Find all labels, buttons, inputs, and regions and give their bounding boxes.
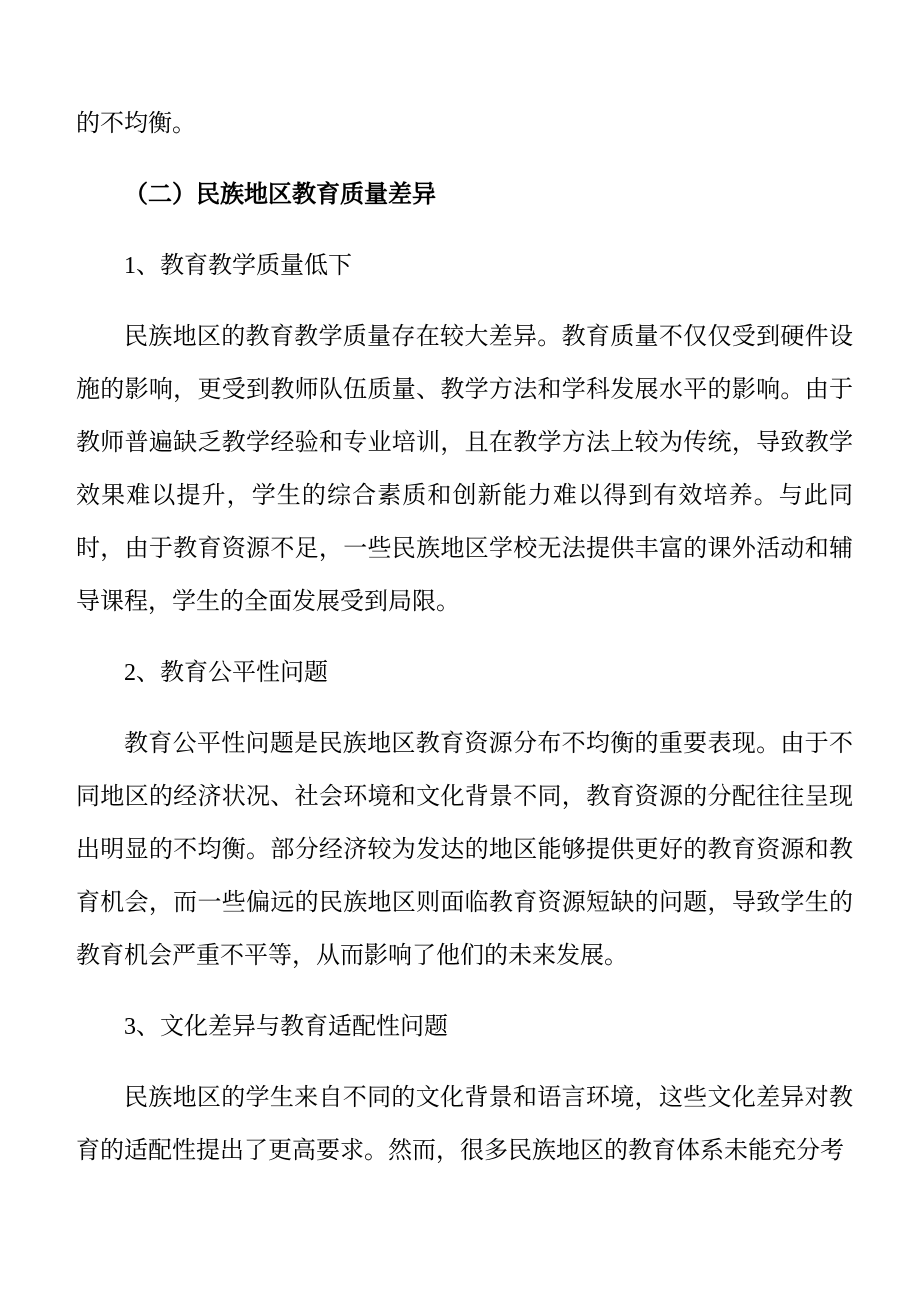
section-heading: （二）民族地区教育质量差异 [124, 182, 436, 208]
body-paragraph-2: 教育公平性问题是民族地区教育资源分布不均衡的重要表现。由于不同地区的经济状况、社会环境和文化背景不同，教育资源的分配往往呈现出明显的不均衡。部分经济较为发达的地区能够提供更好的教育资源和教育机会，而一些偏远的民族地区则面临教育资源短缺的问题，导致学生的教育机会严重不平等，从而影响了他们的未来发展。 [76, 731, 853, 969]
continuation-paragraph: 的不均衡。 [76, 111, 196, 137]
body-paragraph-1: 民族地区的教育教学质量存在较大差异。教育质量不仅仅受到硬件设施的影响，更受到教师队伍质量、教学方法和学科发展水平的影响。由于教师普遍缺乏教学经验和专业培训，且在教学方法上较为传统，导致教学效果难以提升，学生的综合素质和创新能力难以得到有效培养。与此同时，由于教育资源不足，一些民族地区学校无法提供丰富的课外活动和辅导课程，学生的全面发展受到局限。 [76, 324, 853, 615]
document-body [76, 98, 853, 1178]
subsection-heading-1: 1、教育教学质量低下 [124, 253, 352, 279]
body-paragraph-3: 民族地区的学生来自不同的文化背景和语言环境，这些文化差异对教育的适配性提出了更高要求。然而，很多民族地区的教育体系未能充分考 [76, 1085, 853, 1164]
subsection-heading-3: 3、文化差异与教育适配性问题 [124, 1014, 448, 1040]
subsection-heading-2: 2、教育公平性问题 [124, 660, 328, 686]
